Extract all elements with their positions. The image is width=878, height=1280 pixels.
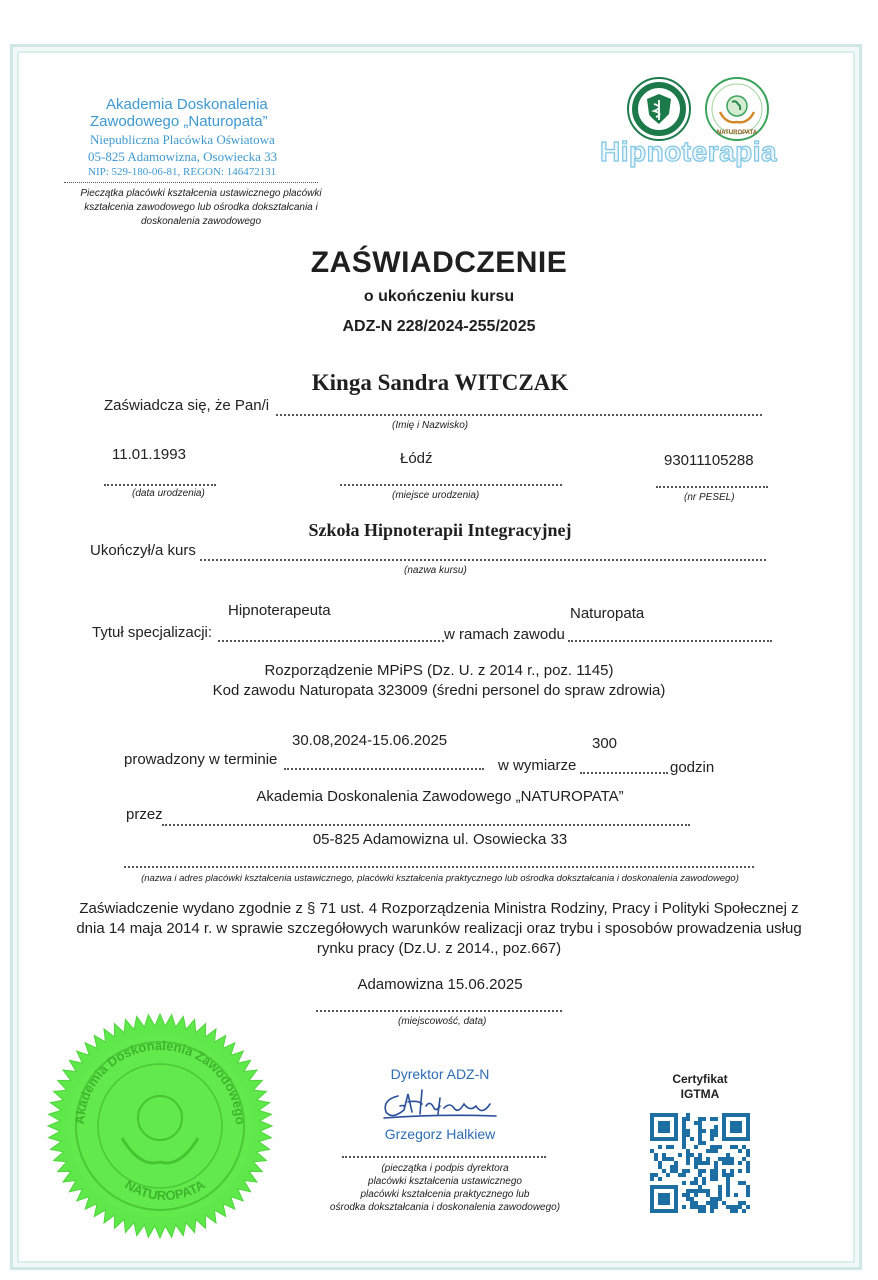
signatory-name: Grzegorz Halkiew xyxy=(384,1126,496,1142)
course-caption: (nazwa kursu) xyxy=(404,565,467,576)
stamp-line-5: NIP: 529-180-06-81, REGON: 146472131 xyxy=(88,166,277,178)
certificate-label xyxy=(640,1072,760,1102)
course-dates: 30.08,2024-15.06.2025 xyxy=(292,732,448,749)
document-subtitle: o ukończeniu kursu xyxy=(363,288,515,305)
course-label: Ukończył/a kurs xyxy=(90,542,196,559)
hours-label: w wymiarze xyxy=(498,757,577,774)
hours-unit: godzin xyxy=(670,759,715,776)
specialization-title: Hipnoterapeuta xyxy=(228,602,331,619)
globe-hands-icon xyxy=(704,76,770,142)
seal-text-top: Akademia Doskonalenia Zawodowego xyxy=(71,1037,249,1126)
specialization-label: Tytuł specjalizacji: xyxy=(92,624,213,641)
green-seal xyxy=(40,1006,280,1246)
birth-place: Łódź xyxy=(400,450,433,467)
pesel-number: 93011105288 xyxy=(664,452,754,469)
signature-caption xyxy=(300,1162,590,1214)
legal-line-3: rynku pracy (Dz.U. z 2014., poz.667) xyxy=(316,940,562,957)
signature-caption-line-4: ośrodka dokształcania i doskonalenia zawodowego) xyxy=(329,1202,561,1213)
signature-caption-line-2: placówki kształcenia ustawicznego xyxy=(368,1176,522,1187)
shield-caduceus-icon xyxy=(626,76,692,142)
provider-caption: (nazwa i adres placówki kształcenia ustawicznego, placówki kształcenia praktycznego lub ośrodka dokształcania i doskonalenia zawodowego) xyxy=(141,873,739,884)
stamp-line-3: Niepubliczna Placówka Oświatowa xyxy=(90,132,275,147)
hipnoterapia-logo: Hipnoterapia xyxy=(600,136,778,167)
certificate-label-line-2: IGTMA xyxy=(680,1087,720,1101)
course-hours: 300 xyxy=(592,735,618,752)
stamp-line-1: Akademia Doskonalenia xyxy=(106,96,268,113)
signature-caption-line-3: placówki kształcenia praktycznego lub xyxy=(360,1189,530,1200)
name-label: Zaświadcza się, że Pan/i xyxy=(104,397,270,414)
place-date-caption: (miejscowość, data) xyxy=(398,1016,487,1027)
document-title: ZAŚWIADCZENIE xyxy=(310,246,568,279)
profession-label: w ramach zawodu xyxy=(444,626,565,643)
birth-place-caption: (miejsce urodzenia) xyxy=(392,490,480,501)
seal-text-bottom: NATUROPATA xyxy=(122,1176,208,1204)
profession-value: Naturopata xyxy=(570,605,645,622)
birth-date-caption: (data urodzenia) xyxy=(132,488,205,499)
certificate-label-line-1: Certyfikat xyxy=(672,1072,728,1086)
logo-naturopata-text: NATUROPATA xyxy=(716,130,758,136)
legal-line-2: dnia 14 maja 2014 r. w sprawie szczegółowych warunków realizacji oraz trybu i sposobów prowadzenia usług xyxy=(76,920,802,937)
provider-name: Akademia Doskonalenia Zawodowego „NATUROPATA” xyxy=(256,788,624,805)
provider-label: przez xyxy=(126,806,163,823)
qr-code-icon[interactable] xyxy=(650,1113,750,1213)
signature-caption-line-1: (pieczątka i podpis dyrektora xyxy=(381,1163,509,1174)
stamp-line-2: Zawodowego „Naturopata” xyxy=(90,113,268,130)
term-label: prowadzony w terminie xyxy=(124,751,278,768)
legal-line-1: Zaświadczenie wydano zgodnie z § 71 ust. 4 Rozporządzenia Ministra Rodziny, Pracy i Polityki Społecznej z xyxy=(79,900,799,917)
course-name: Szkoła Hipnoterapii Integracyjnej xyxy=(308,520,572,540)
regulation-line-1: Rozporządzenie MPiPS (Dz. U. z 2014 r., poz. 1145) xyxy=(264,662,614,679)
handwritten-signature xyxy=(378,1086,504,1126)
pesel-caption: (nr PESEL) xyxy=(684,492,735,503)
regulation-line-2: Kod zawodu Naturopata 323009 (średni personel do spraw zdrowia) xyxy=(212,682,666,699)
stamp-caption: Pieczątka placówki kształcenia ustawicznego placówki kształcenia zawodowego lub ośrodka dokształcania i doskonalenia zawodowego xyxy=(80,188,322,227)
document-number: ADZ-N 228/2024-255/2025 xyxy=(342,318,536,335)
name-caption: (Imię i Nazwisko) xyxy=(392,420,469,431)
birth-date: 11.01.1993 xyxy=(112,446,186,463)
person-name: Kinga Sandra WITCZAK xyxy=(311,370,569,395)
provider-address: 05-825 Adamowizna ul. Osowiecka 33 xyxy=(312,831,568,848)
signatory-role: Dyrektor ADZ-N xyxy=(390,1066,490,1082)
issue-place-date: Adamowizna 15.06.2025 xyxy=(357,976,523,993)
stamp-line-4: 05-825 Adamowizna, Osowiecka 33 xyxy=(88,149,278,164)
